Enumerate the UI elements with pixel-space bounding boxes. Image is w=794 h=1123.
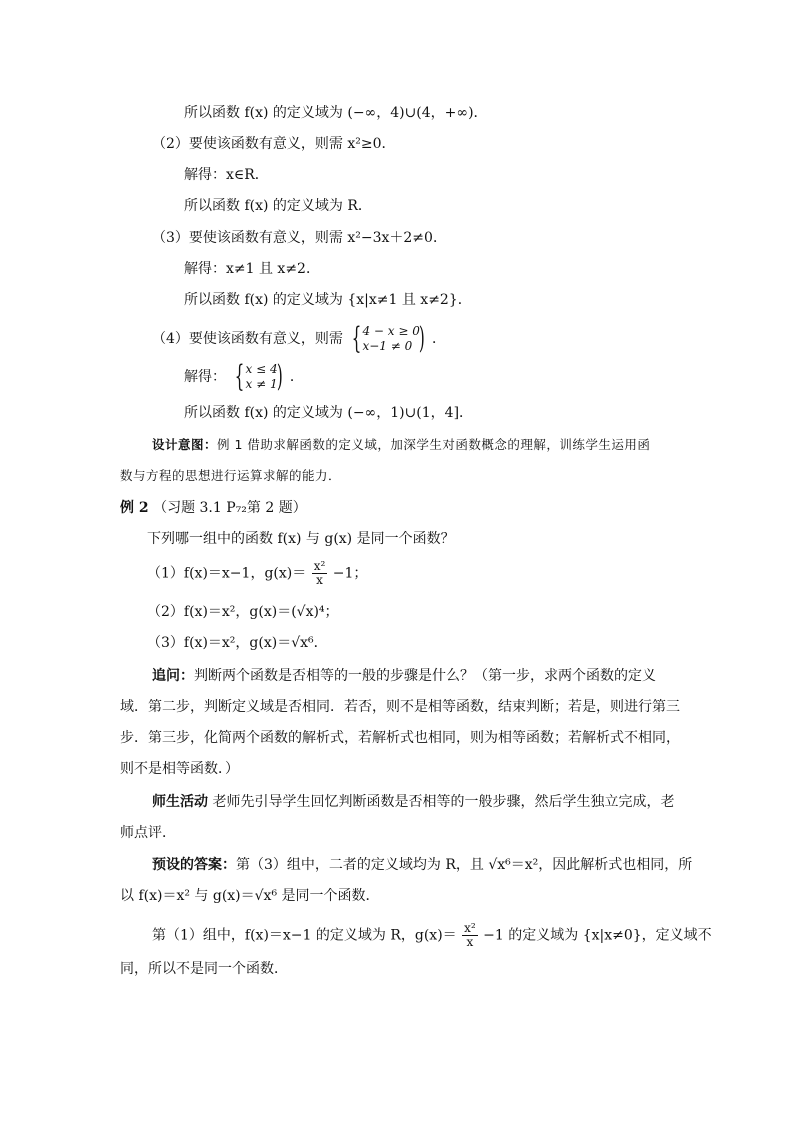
left-brace: { [352,321,362,356]
design-intent-text: 例 1 借助求解函数的定义域，加深学生对函数概念的理解，训练学生运用函 [217,437,651,452]
group-1-analysis-line-1 [152,922,712,949]
result-system [230,359,285,394]
follow-up-label: 追问： [152,668,194,684]
design-intent-label: 设计意图： [152,437,218,452]
left-brace: { [235,359,245,394]
answer-line-1 [152,855,692,875]
follow-up-line-4: 则不是相等函数．） [120,761,239,777]
solution-2-result: 解得：x∈R． [184,167,269,183]
answer-line-2: 以 f(x)＝x² 与 g(x)＝√x⁶ 是同一个函数． [120,888,380,904]
result-row-2: x ≠ 1 [245,377,278,391]
solution-3-conclusion: 所以函数 f(x) 的定义域为 {x|x≠1 且 x≠2}． [184,292,472,308]
activity-line-2: 师点评． [120,825,176,841]
example-2-label: 例 2 [120,500,149,516]
option-2: （2）f(x)＝x²，g(x)＝(√x)⁴； [147,604,339,620]
follow-up-line-2: 域．第二步，判断定义域是否相同．若否，则不是相等函数，结束判断；若是，则进行第三 [120,699,680,715]
solution-2-condition: （2）要使该函数有意义，则需 x²≥0． [152,136,396,152]
design-intent-line-2: 数与方程的思想进行运算求解的能力． [120,468,342,483]
inequality-system [347,321,427,356]
follow-up-line-3: 步．第三步，化简两个函数的解析式，若解析式也相同，则为相等函数；若解析式不相同， [120,730,680,746]
solution-2-conclusion: 所以函数 f(x) 的定义域为 R． [184,198,372,214]
follow-up-line-1 [152,666,656,686]
activity-text: 老师先引导学生回忆判断函数是否相等的一般步骤，然后学生独立完成，老 [212,794,675,810]
condition-label: （4）要使该函数有意义，则需 [152,331,343,347]
inequality-row-2: x−1 ≠ 0 [362,339,413,353]
group-1-fraction [462,922,478,949]
fraction-numerator: x² [313,559,326,573]
option-1-tail: −1； [332,565,368,582]
solution-4-conclusion: 所以函数 f(x) 的定义域为 (−∞，1)∪(1，4]． [184,405,474,421]
period: ． [289,369,304,385]
solution-3-condition: （3）要使该函数有意义，则需 x²−3x＋2≠0． [152,230,447,246]
option-3: （3）f(x)＝x²，g(x)＝√x⁶． [147,635,328,651]
example-2-question: 下列哪一组中的函数 f(x) 与 g(x) 是同一个函数？ [147,531,455,547]
solution-1-conclusion: 所以函数 f(x) 的定义域为 (−∞，4)∪(4，+∞)． [184,105,488,121]
result-label: 解得： [184,369,226,385]
answer-text: 第（3）组中，二者的定义域均为 R，且 √x⁶＝x²，因此解析式也相同，所 [236,857,693,873]
right-brace: ) [276,359,283,394]
group-1-text: 第（1）组中，f(x)＝x−1 的定义域为 R，g(x)＝ [152,927,457,944]
option-1-text: （1）f(x)＝x−1，g(x)＝ [147,565,307,582]
option-1-fraction [312,560,328,587]
example-2-reference: （习题 3.1 P₇₂第 2 题） [153,500,307,516]
solution-4-condition [152,321,447,356]
result-row-1: x ≤ 4 [245,362,278,376]
design-intent-line-1 [152,435,650,455]
period: ． [432,331,447,347]
solution-3-result: 解得：x≠1 且 x≠2． [184,261,320,277]
activity-label: 师生活动 [152,794,208,810]
fraction-denominator: x [316,573,323,587]
option-1 [147,560,367,587]
inequality-row-1: 4 − x ≥ 0 [362,324,420,338]
group-1-tail: −1 的定义域为 {x|x≠0}，定义域不 [483,927,712,944]
fraction-numerator: x² [464,921,476,935]
follow-up-text: 判断两个函数是否相等的一般的步骤是什么？（第一步，求两个函数的定义 [194,668,656,684]
group-1-analysis-line-2: 同，所以不是同一个函数． [120,961,288,977]
right-brace: ) [418,321,425,356]
fraction-denominator: x [466,935,474,949]
example-2-heading [120,498,307,518]
solution-4-result [184,359,304,394]
activity-line-1 [152,792,674,812]
answer-label: 预设的答案： [152,857,236,873]
